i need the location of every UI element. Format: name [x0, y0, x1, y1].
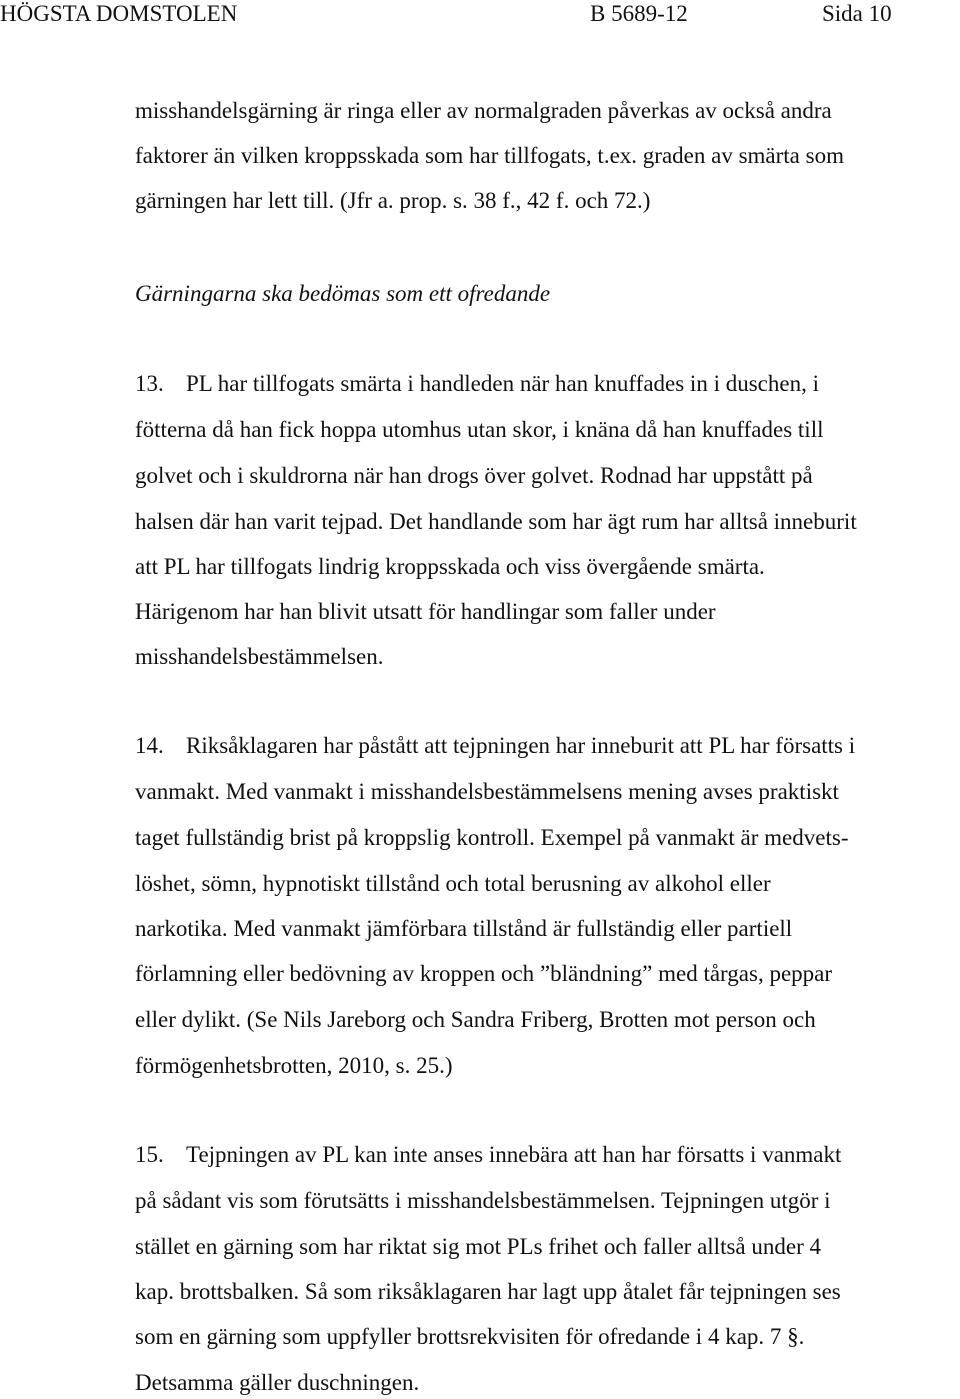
section-heading: Gärningarna ska bedömas som ett ofredande — [135, 281, 551, 306]
text-line-content: PL har tillfogats smärta i handleden när han knuffades in i duschen, i — [186, 371, 819, 396]
text-line: förlamning eller bedövning av kroppen och ”bländning” med tårgas, peppar — [135, 961, 833, 986]
case-number: B 5689-12 — [590, 1, 688, 26]
text-line: kap. brottsbalken. Så som riksåklagaren har lagt upp åtalet får tejpningen ses — [135, 1279, 841, 1304]
paragraph-number: 15. — [135, 1142, 164, 1167]
text-line: faktorer än vilken kroppsskada som har tillfogats, t.ex. graden av smärta som — [135, 143, 844, 168]
text-line: golvet och i skuldrorna när han drogs över golvet. Rodnad har uppstått på — [135, 463, 813, 488]
text-line-content: Tejpningen av PL kan inte anses innebära att han har försatts i vanmakt — [186, 1142, 842, 1167]
paragraph-number: 13. — [135, 371, 164, 396]
text-line: halsen där han varit tejpad. Det handlande som har ägt rum har alltså inneburit — [135, 509, 857, 534]
text-line: narkotika. Med vanmakt jämförbara tillstånd är fullständig eller partiell — [135, 916, 793, 941]
text-line: förmögenhetsbrotten, 2010, s. 25.) — [135, 1053, 453, 1078]
text-line-content: Riksåklagaren har påstått att tejpningen har inneburit att PL har försatts i — [186, 733, 856, 758]
page-number: Sida 10 — [822, 1, 892, 26]
paragraph-number: 14. — [135, 733, 164, 758]
text-line: att PL har tillfogats lindrig kroppsskada och viss övergående smärta. — [135, 554, 765, 579]
page-header — [0, 0, 960, 30]
text-line — [135, 1140, 841, 1170]
text-line: eller dylikt. (Se Nils Jareborg och Sandra Friberg, Brotten mot person och — [135, 1007, 816, 1032]
text-line — [135, 731, 855, 761]
text-line: taget fullständig brist på kroppslig kontroll. Exempel på vanmakt är medvets- — [135, 825, 849, 850]
text-line: som en gärning som uppfyller brottsrekvisiten för ofredande i 4 kap. 7 §. — [135, 1324, 805, 1349]
text-line: på sådant vis som förutsätts i misshandelsbestämmelsen. Tejpningen utgör i — [135, 1188, 831, 1213]
text-line: vanmakt. Med vanmakt i misshandelsbestämmelsens mening avses praktiskt — [135, 779, 839, 804]
text-line: misshandelsgärning är ringa eller av normalgraden påverkas av också andra — [135, 98, 832, 123]
text-line: stället en gärning som har riktat sig mot PLs frihet och faller alltså under 4 — [135, 1234, 821, 1259]
court-name: HÖGSTA DOMSTOLEN — [0, 1, 238, 26]
text-line: Härigenom har han blivit utsatt för handlingar som faller under — [135, 599, 716, 624]
text-line: gärningen har lett till. (Jfr a. prop. s. 38 f., 42 f. och 72.) — [135, 188, 651, 213]
text-line: löshet, sömn, hypnotiskt tillstånd och total berusning av alkohol eller — [135, 871, 771, 896]
text-line: fötterna då han fick hoppa utomhus utan skor, i knäna då han knuffades till — [135, 417, 824, 442]
text-line: misshandelsbestämmelsen. — [135, 644, 384, 669]
text-line: Detsamma gäller duschningen. — [135, 1370, 420, 1395]
text-line — [135, 369, 819, 399]
